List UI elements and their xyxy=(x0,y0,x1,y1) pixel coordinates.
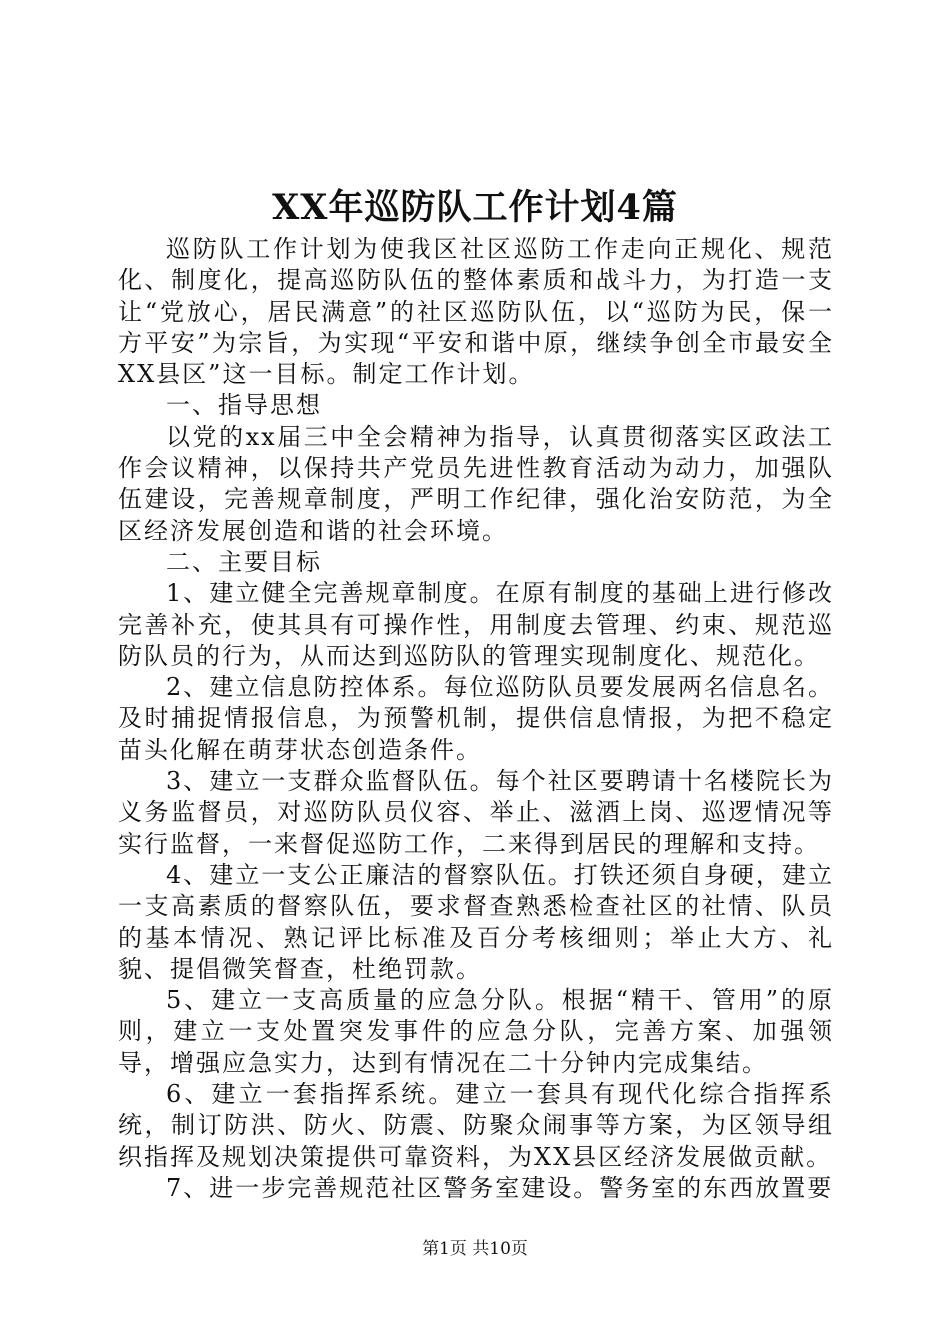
paragraph-guiding-ideology: 以党的xx届三中全会精神为指导，认真贯彻落实区政法工作会议精神，以保持共产党员先进性教育活动为动力，加强队伍建设，完善规章制度，严明工作纪律，强化治安防范，为全区经济发展创造和谐的社会环境。 xyxy=(118,422,834,545)
paragraph-goal-5: 5、建立一支高质量的应急分队。根据“精干、管用”的原则，建立一支处置突发事件的应急分队，完善方案、加强领导，增强应急实力，达到有情况在二十分钟内完成集结。 xyxy=(118,986,834,1077)
document-body xyxy=(118,234,834,1204)
paragraph-goal-1: 1、建立健全完善规章制度。在原有制度的基础上进行修改完善补充，使其具有可操作性，用制度去管理、约束、规范巡防队员的行为，从而达到巡防队的管理实现制度化、规范化。 xyxy=(118,579,834,670)
paragraph-goal-2: 2、建立信息防控体系。每位巡防队员要发展两名信息名。及时捕捉情报信息，为预警机制，提供信息情报，为把不稳定苗头化解在萌芽状态创造条件。 xyxy=(118,673,834,764)
paragraph-goal-7: 7、进一步完善规范社区警务室建设。警务室的东西放置要 xyxy=(166,1173,834,1202)
paragraph-goal-3: 3、建立一支群众监督队伍。每个社区要聘请十名楼院长为义务监督员，对巡防队员仪容、举止、滋酒上岗、巡逻情况等实行监督，一来督促巡防工作，二来得到居民的理解和支持。 xyxy=(118,767,834,858)
paragraph-intro: 巡防队工作计划为使我区社区巡防工作走向正规化、规范化、制度化，提高巡防队伍的整体素质和战斗力，为打造一支让“党放心，居民满意”的社区巡防队伍，以“巡防为民，保一方平安”为宗旨，为实现“平安和谐中原，继续争创全市最安全XX县区”这一目标。制定工作计划。 xyxy=(118,235,834,389)
section-heading-guiding-ideology: 一、指导思想 xyxy=(166,391,322,420)
page-number-footer: 第1页 共10页 xyxy=(422,1239,528,1259)
paragraph-goal-6: 6、建立一套指挥系统。建立一套具有现代化综合指挥系统，制订防洪、防火、防震、防聚众闹事等方案，为区领导组织指挥及规划决策提供可靠资料，为XX县区经济发展做贡献。 xyxy=(118,1080,834,1171)
paragraph-goal-4: 4、建立一支公正廉洁的督察队伍。打铁还须自身硬，建立一支高素质的督察队伍，要求督查熟悉检查社区的社情、队员的基本情况、熟记评比标准及百分考核细则；举止大方、礼貌、提倡微笑督查，杜绝罚款。 xyxy=(118,860,834,983)
section-heading-main-goals: 二、主要目标 xyxy=(166,547,322,576)
document-title: XX年巡防队工作计划4篇 xyxy=(272,187,678,228)
